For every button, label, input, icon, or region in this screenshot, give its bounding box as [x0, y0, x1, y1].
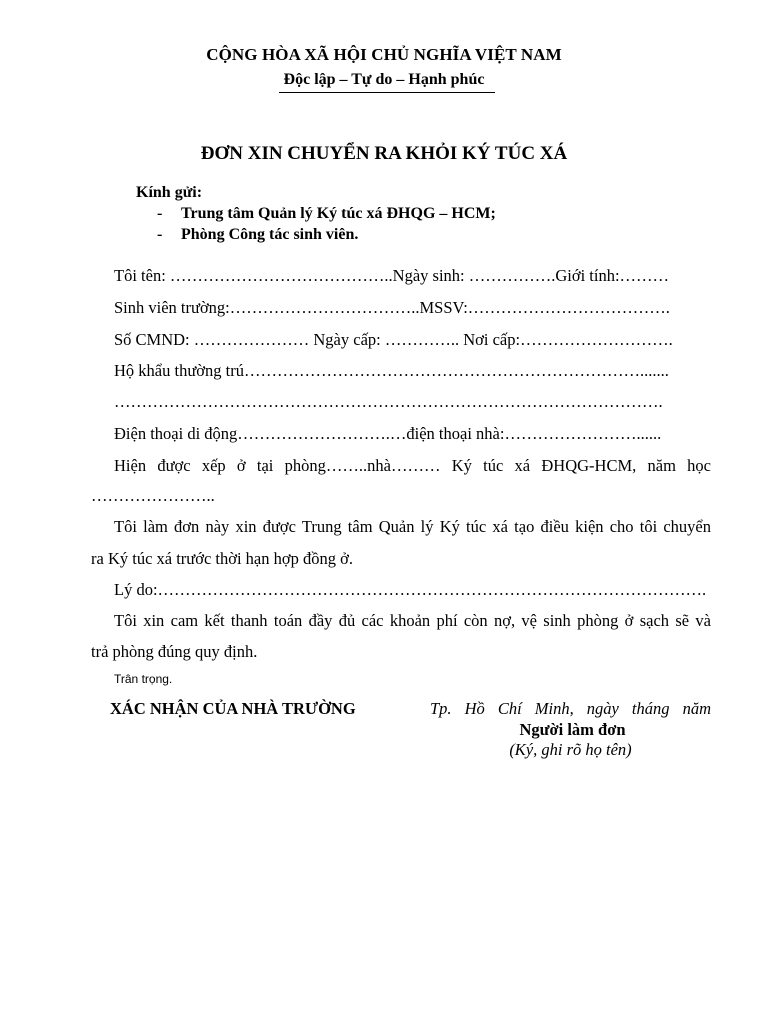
name-line: Tôi tên: …………………………………..Ngày sinh: …………….Giới tính:………: [114, 266, 670, 285]
place-date-line: Tp. Hồ Chí Minh, ngày tháng năm: [430, 699, 711, 718]
school-line: Sinh viên trường:……………………………..MSSV:……………………………….: [114, 298, 670, 317]
room-line: Hiện được xếp ở tại phòng……..nhà……… Ký túc xá ĐHQG-HCM, năm học: [114, 456, 711, 475]
request-line: Tôi làm đơn này xin được Trung tâm Quản lý Ký túc xá tạo điều kiện cho tôi chuyển: [114, 517, 711, 536]
applicant-heading: Người làm đơn: [519, 720, 626, 739]
list-dash: -: [157, 226, 163, 243]
national-motto: Độc lập – Tự do – Hạnh phúc: [283, 71, 485, 88]
addressee-label: Kính gửi:: [136, 184, 203, 201]
recipient-text: Phòng Công tác sinh viên.: [181, 226, 359, 243]
residence-line: Hộ khẩu thường trú……………………………………………………………….......: [114, 361, 669, 380]
commitment-continuation-line: trả phòng đúng quy định.: [91, 642, 258, 661]
request-continuation-line: ra Ký túc xá trước thời hạn hợp đồng ở.: [91, 549, 353, 568]
list-dash: -: [157, 205, 163, 222]
document-title: ĐƠN XIN CHUYỂN RA KHỎI KÝ TÚC XÁ: [200, 143, 568, 164]
phone-line: Điện thoại di động……………………….…điện thoại nhà:……………………......: [114, 424, 662, 443]
id-card-line: Số CMND: ………………… Ngày cấp: ………….. Nơi cấp:……………………….: [114, 330, 673, 349]
closing-regards: Trân trọng.: [114, 672, 173, 686]
reason-line: Lý do:……………………………………………………………………………………….: [114, 580, 707, 599]
national-header: CỘNG HÒA XÃ HỘI CHỦ NGHĨA VIỆT NAM: [206, 45, 562, 64]
school-confirmation-heading: XÁC NHẬN CỦA NHÀ TRƯỜNG: [110, 699, 356, 718]
motto-underline: [279, 92, 495, 93]
commitment-line: Tôi xin cam kết thanh toán đầy đủ các khoản phí còn nợ, vệ sinh phòng ở sạch sẽ và: [114, 611, 711, 630]
recipient-text: Trung tâm Quản lý Ký túc xá ĐHQG – HCM;: [181, 205, 496, 222]
recipient-item: [157, 205, 496, 223]
school-year-line: …………………..: [91, 486, 215, 505]
residence-continuation-line: ……………………………………………………………………………………….: [114, 392, 663, 411]
recipient-item: [157, 226, 358, 244]
signature-note: (Ký, ghi rõ họ tên): [509, 740, 632, 759]
